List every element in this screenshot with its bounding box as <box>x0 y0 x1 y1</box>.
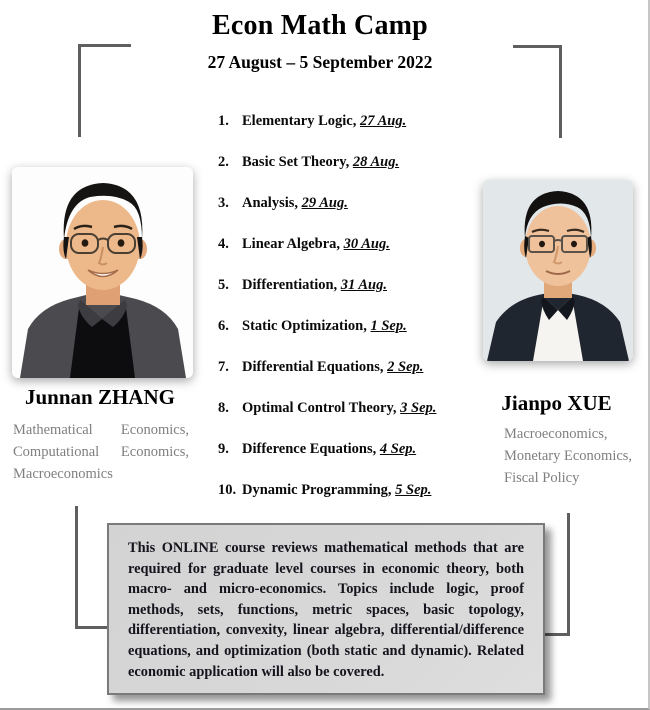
date-range: 27 August – 5 September 2022 <box>207 52 433 72</box>
right-profile-name: Jianpo XUE <box>501 391 612 415</box>
schedule-item <box>218 235 478 254</box>
schedule-item-number: 7. <box>218 359 229 375</box>
course-summary-text: This ONLINE course reviews mathematical methods that are required for graduate level courses in economic theory, both macro- and micro-economics. Topics include logic, proof methods, sets, functions, metric spaces, basic topology, differentiation, convexity, linear algebra, differential/difference equations, and optimization (both static and dynamic). Related economic application will also be covered. <box>128 540 524 680</box>
schedule-item-date: 29 Aug. <box>301 195 348 211</box>
frame-corner-top-right-icon <box>513 45 562 138</box>
schedule-item <box>218 399 478 418</box>
schedule-item-date: 1 Sep. <box>370 318 407 334</box>
frame-corner-top-left-icon <box>78 44 131 137</box>
schedule-item-number: 3. <box>218 195 229 211</box>
schedule-item-number: 5. <box>218 277 229 293</box>
schedule-item-number: 8. <box>218 400 229 416</box>
schedule-item-number: 9. <box>218 441 229 457</box>
right-profile-fields: Macroeconomics, Monetary Economics, Fiscal Policy <box>504 426 633 486</box>
schedule-item-date: 3 Sep. <box>400 400 437 416</box>
left-profile-fields: Mathematical Economics, Computational Economics, Macroeconomics <box>13 422 189 482</box>
schedule-item-topic: Linear Algebra, 30 Aug. <box>242 236 390 252</box>
schedule-item-date: 31 Aug. <box>340 277 387 293</box>
schedule-item-number: 2. <box>218 154 229 170</box>
jianpo-xue-photo <box>483 180 633 361</box>
schedule-item <box>218 194 478 213</box>
junnan-zhang-photo <box>12 167 193 378</box>
schedule-item-date: 5 Sep. <box>395 482 432 498</box>
schedule-item-topic: Elementary Logic, 27 Aug. <box>242 113 407 129</box>
schedule-item-topic: Differential Equations, 2 Sep. <box>242 359 424 375</box>
schedule-item-date: 30 Aug. <box>343 236 390 252</box>
schedule-item-date: 28 Aug. <box>352 154 400 170</box>
schedule-item-number: 4. <box>218 236 229 252</box>
schedule-item-number: 1. <box>218 113 229 129</box>
schedule-item-number: 10. <box>218 482 237 498</box>
schedule-list <box>218 112 478 522</box>
schedule-item-topic: Basic Set Theory, 28 Aug. <box>242 154 400 170</box>
schedule-item <box>218 481 478 500</box>
schedule-item <box>218 112 478 131</box>
page-title: Econ Math Camp <box>212 10 428 41</box>
frame-corner-bottom-left-icon <box>75 506 110 629</box>
schedule-item-topic: Analysis, 29 Aug. <box>242 195 348 211</box>
schedule-item-topic: Dynamic Programming, 5 Sep. <box>242 482 432 498</box>
schedule-item-topic: Static Optimization, 1 Sep. <box>242 318 407 334</box>
schedule-item <box>218 317 478 336</box>
schedule-item <box>218 358 478 377</box>
schedule-item-number: 6. <box>218 318 229 334</box>
schedule-item-topic: Difference Equations, 4 Sep. <box>242 441 417 457</box>
schedule-item <box>218 276 478 295</box>
frame-corner-bottom-right-icon <box>544 513 570 636</box>
schedule-item <box>218 153 478 172</box>
schedule-item-topic: Optimal Control Theory, 3 Sep. <box>242 400 437 416</box>
schedule-item <box>218 440 478 459</box>
schedule-item-date: 27 Aug. <box>360 113 407 129</box>
course-summary-box <box>107 523 545 695</box>
schedule-item-date: 2 Sep. <box>387 359 424 375</box>
schedule-item-topic: Differentiation, 31 Aug. <box>242 277 387 293</box>
schedule-item-date: 4 Sep. <box>379 441 417 457</box>
left-profile-name: Junnan ZHANG <box>25 385 175 409</box>
